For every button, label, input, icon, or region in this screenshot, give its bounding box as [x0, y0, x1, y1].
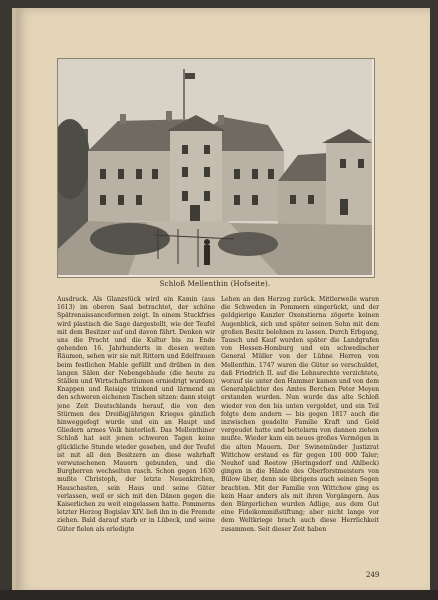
column-left-text: Ausdruck. Als Glanzstück wird ein Kamin (aus 1613) im oberen Saal betrachtet, der schöne Spätrenaissanceformen zeigt. In einem Stuckfries wird plastisch die Sage dargestellt, wie der Teufel mit dem Besitzer auf und davon fährt. Denken wir uns die Pracht und die Kultur bis zu Ende gehenden 16. Jahrhunderts in diesen weiten Räumen, sehen wir sie mit Rittern und Edelfrauen beim festlichen Mahle gefüllt und drüben in den langen Sälen der Nebengebäude (die heute zu Ställen und Wirtschaftsräumen erniedrigt wurden) Knappen und Reisige trinkend und lärmend an den schweren eichenen Tischen sitzen: dann steigt jene Zeit Deutschlands herauf, die von den Stürmen des Dreißigjährigen Krieges gänzlich hinweggefegt wurde und ein an Haupt und Gliedern armes Volk hinterließ. Das Mellenthiner Schloß hat seit jenen schweren Tagen keine glückliche Stunde wieder gesehen, und der Teufel ist mit all den Besitzern an diese wahrhaft verwunschenen Mauern gebunden, und die Burgherren wechselten rasch. Schon gegen 1630 mußte Christoph, der letzte Neuenkirchen, Hauschasten, sein Haus und seine Güter verlassen, weil er sich mit den Dänen gegen die Kaiserlichen zu weit eingelassen hatte. Pommerns letzter Herzog Bogislav XIV. ließ ihn in die Fremde ziehen. Bald darauf starb er in Lübeck, und seine Güter fielen als erledigte	[57, 296, 215, 533]
text-column-right	[221, 296, 379, 564]
castle-photo	[58, 59, 372, 275]
text-column-left	[57, 296, 215, 576]
column-right-text: Lehen an den Herzog zurück. Mittlerweile waren die Schweden in Pommern eingerückt, und der geldgierige Kanzler Oxenstierna zögerte keinen Augenblick, sich und später seinen Sohn mit dem großen Besitz belehnen zu lassen. Durch Erbgang, Tausch und Kauf wurden später die Landgrafen von Hessen-Homburg und ein schwedischer General Müller von der Lühne Herren von Mellenthin. 1747 waren die Güter so verschuldet, daß Friedrich II. auf die Lehnsrechte verzichtete, worauf sie unter den Hammer kamen und von dem Generalpächter des Amtes Berchen Peter Meyen erstanden wurden. Nun wurde das alte Schloß wieder von den bis unten vergoldet, und ein Teil folgte dem andern — bis gegen 1817 auch die inzwischen geadelte Familie Kraft und Geld vergeudet hatte und bettelarm von dannen ziehen mußte. Wieder kam ein neues großes Vermögen in die alten Mauern. Der Swinemünder Justizrat Wittchow erstand es für gegen 100 000 Taler; Neuhof und Reetow (Heringsdorf und Ahlbeck) gingen in die Hände des Oberforstmeisters von Bülow über, denn sie übrigens auch seinen Segen brachten. Mit der Familie von Wittchow ging es kein Haar anders als mit ihren Vorgängern. Aus den Bürgerlichen wurden Adlige, aus dem Gut eine Fideikommißstiftung; aber nicht lange vor dem Weltkriege brach auch diese Herrlichkeit zusammen. Seit dieser Zeit haben	[221, 296, 379, 533]
page-number: 249	[366, 571, 380, 579]
castle-photo-illustration	[58, 59, 372, 275]
photo-caption: Schloß Mellenthin (Hofseite).	[159, 280, 271, 288]
scan-bottom-strip	[0, 590, 438, 600]
